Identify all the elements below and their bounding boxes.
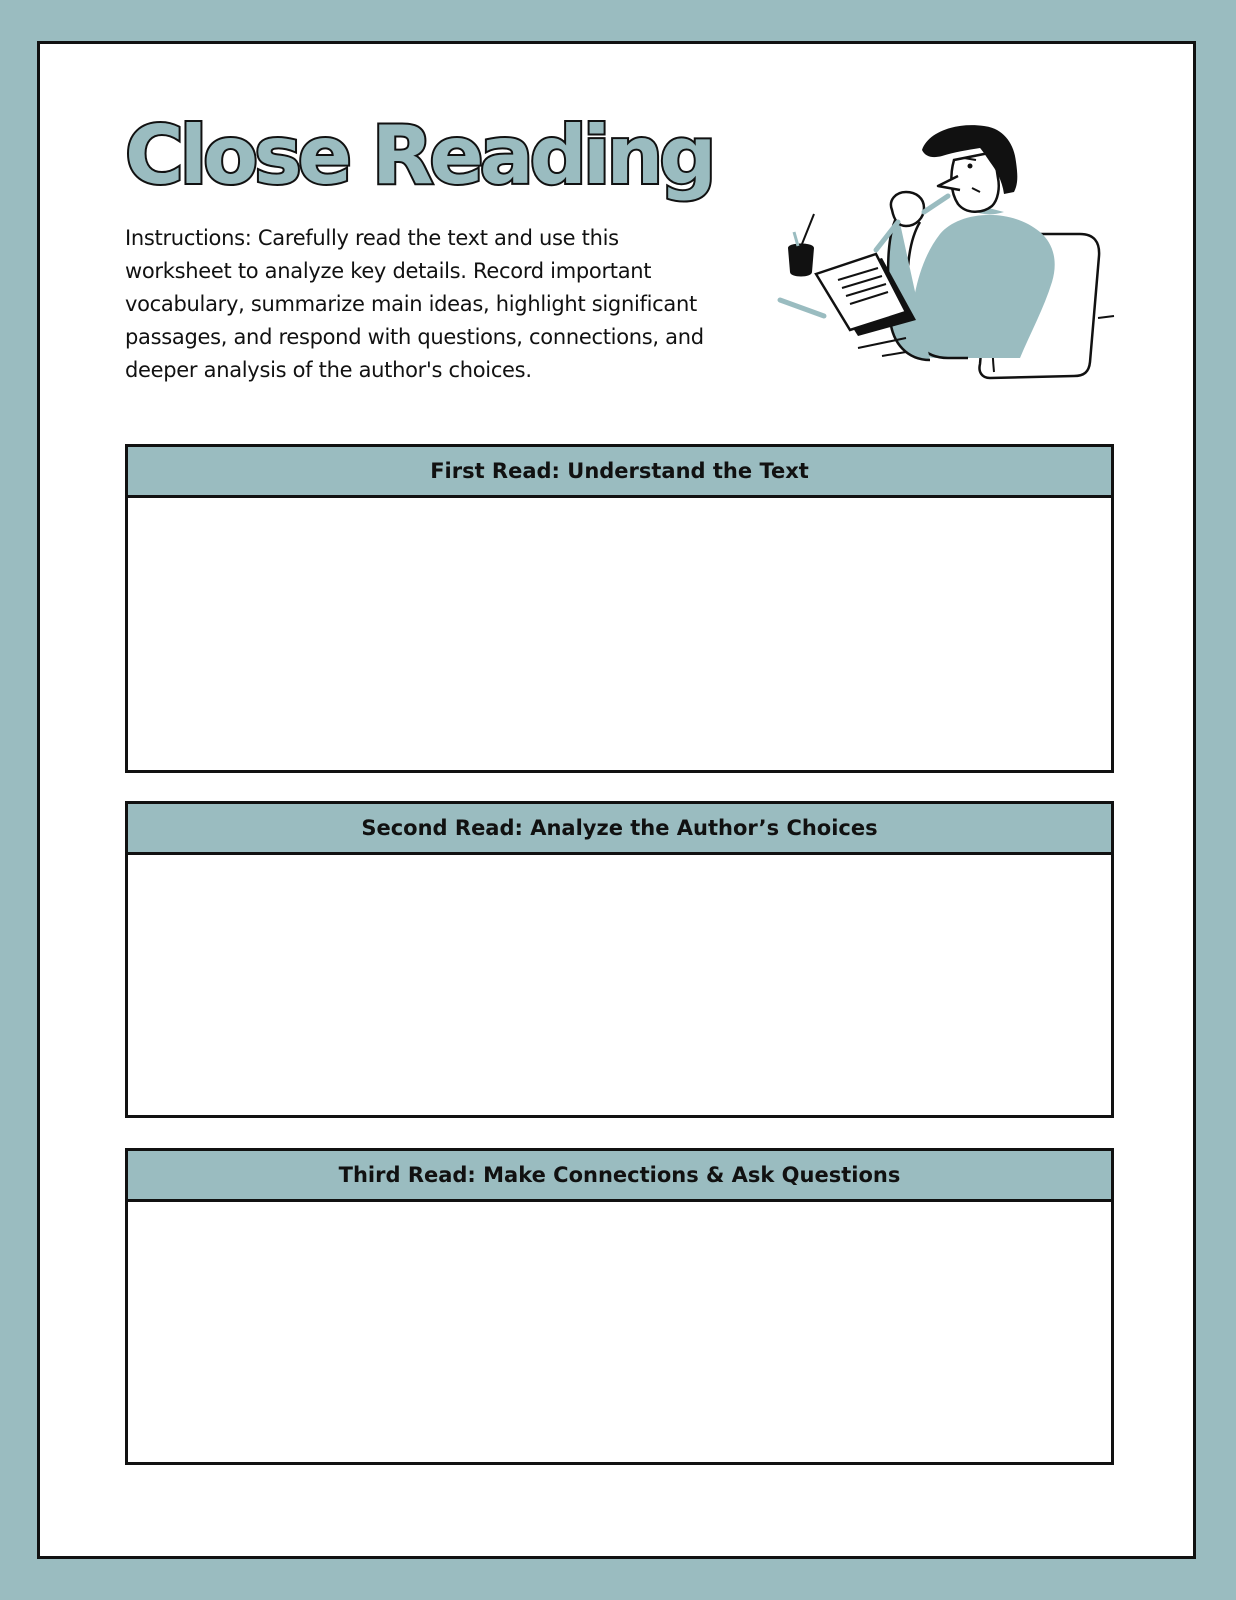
first-read-header: First Read: Understand the Text (128, 447, 1111, 498)
page-title: Close Reading (125, 109, 713, 202)
instructions-text: Instructions: Carefully read the text and use this worksheet to analyze key details. Record important vocabulary, summarize main ideas, highlight significant passages, and respond with questions, connections, and deeper analysis of the author's choices. (125, 226, 704, 382)
first-read-section (125, 444, 1114, 773)
reading-person-illustration-icon (758, 122, 1138, 392)
third-read-header: Third Read: Make Connections & Ask Questions (128, 1151, 1111, 1202)
second-read-header: Second Read: Analyze the Author’s Choices (128, 804, 1111, 855)
worksheet-page (37, 41, 1196, 1559)
third-read-section (125, 1148, 1114, 1465)
second-read-section (125, 801, 1114, 1118)
